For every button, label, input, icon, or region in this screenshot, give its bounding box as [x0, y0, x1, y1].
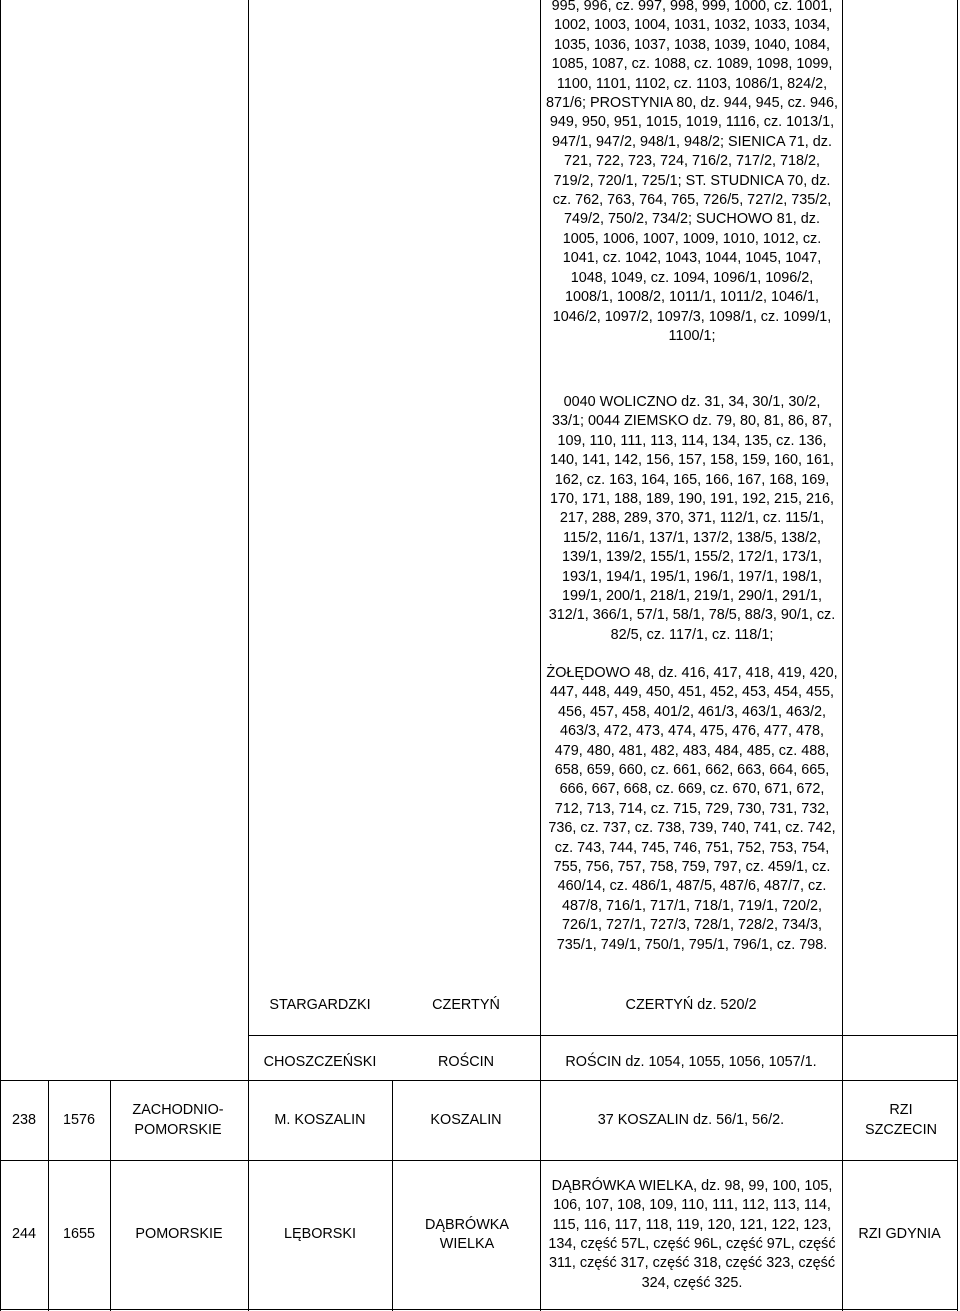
commune-cell: KOSZALIN: [430, 1111, 502, 1128]
column-divider-land: [842, 0, 843, 1311]
commune-cell: ROŚCIN: [438, 1054, 494, 1071]
table-border-bottom: [0, 1309, 958, 1310]
land-cell: 37 KOSZALIN dz. 56/1, 56/2.: [597, 1111, 785, 1128]
land-parcels-block: 0040 WOLICZNO dz. 31, 34, 30/1, 30/2, 33/1; 0044 ZIEMSKO dz. 79, 80, 81, 86, 87, 109, 110, 111, 113, 114, 134, 135, cz. 136, 140, 141, 142, 156, 157, 158, 159, 160, 161, 162, cz. 163, 164, 165, 166, 167, 168, 169, 170, 171, 188, 189, 190, 191, 192, 215, 216, 217, 288, 289, 370, 371, 112/1, cz. 115/1, 115/2, 116/1, 137/1, 137/2, 138/5, 138/2, 139/1, 139/2, 155/1, 155/2, 172/1, 173/1, 193/1, 194/1, 195/1, 196/1, 197/1, 198/1, 199/1, 200/1, 218/1, 219/1, 290/1, 291/1, 312/1, 366/1, 57/1, 58/1, 78/5, 88/3, 90/1, cz. 82/5, cz. 117/1, cz. 118/1;: [548, 394, 836, 643]
commune-cell: DĄBRÓWKA WIELKA: [425, 1216, 509, 1252]
county-cell: LĘBORSKI: [284, 1226, 356, 1243]
land-cell: DĄBRÓWKA WIELKA, dz. 98, 99, 100, 105, 106, 107, 108, 109, 110, 111, 112, 113, 114, 115, 116, 117, 118, 119, 120, 121, 122, 123, 134, część 57L, część 96L, część 97L, część 311, część 317, część 318, część 323, część 324, część 325.: [548, 1177, 836, 1291]
voivodeship-cell: ZACHODNIO-POMORSKIE: [132, 1102, 224, 1138]
row-divider: [248, 1035, 958, 1036]
code-cell: 1576: [62, 1111, 95, 1128]
land-parcels-block: 995, 996, cz. 997, 998, 999, 1000, cz. 1001, 1002, 1003, 1004, 1031, 1032, 1033, 1034, 1035, 1036, 1037, 1038, 1039, 1040, 1084, 1085, 1087, cz. 1088, cz. 1089, 1098, 1099, 1100, 1101, 1102, cz. 1103, 1086/1, 824/2, 871/6; PROSTYNIA 80, dz. 944, 945, cz. 946, 949, 950, 951, 1015, 1019, 1116, cz. 1013/1, 947/1, 947/2, 948/1, 948/2; SIENICA 71, dz. 721, 722, 723, 724, 716/2, 717/2, 718/2, 719/2, 720/1, 725/1; ST. STUDNICA 70, dz. cz. 762, 763, 764, 765, 726/5, 727/2, 735/2, 749/2, 750/2, 734/2; SUCHOWO 81, dz. 1005, 1006, 1007, 1009, 1010, 1012, cz. 1041, cz. 1042, 1043, 1044, 1045, 1047, 1048, 1049, cz. 1094, 1096/1, 1096/2, 1008/1, 1008/2, 1011/1, 1011/2, 1046/1, 1046/2, 1097/2, 1097/3, 1098/1, cz. 1099/1, 1100/1;: [546, 0, 838, 344]
code-cell: 1655: [62, 1226, 95, 1243]
rzi-cell: RZI GDYNIA: [858, 1226, 941, 1243]
commune-cell: CZERTYŃ: [432, 997, 500, 1014]
county-cell: CHOSZCZEŃSKI: [263, 1054, 377, 1071]
rzi-cell: RZI SZCZECIN: [865, 1102, 937, 1138]
lp-cell: 238: [11, 1111, 36, 1128]
voivodeship-cell: POMORSKIE: [135, 1226, 223, 1243]
land-cell: ROŚCIN dz. 1054, 1055, 1056, 1057/1.: [565, 1054, 817, 1071]
lp-cell: 244: [11, 1226, 36, 1243]
land-cell: CZERTYŃ dz. 520/2: [625, 997, 757, 1014]
table-border-right: [957, 0, 958, 1311]
county-cell: M. KOSZALIN: [274, 1111, 366, 1128]
county-cell: STARGARDZKI: [269, 997, 371, 1014]
land-parcels-block: ŻOŁĘDOWO 48, dz. 416, 417, 418, 419, 420, 447, 448, 449, 450, 451, 452, 453, 454, 455, 456, 457, 458, 401/2, 461/3, 463/1, 463/2, 463/3, 472, 473, 474, 475, 476, 477, 478, 479, 480, 481, 482, 483, 484, 485, cz. 488, 658, 659, 660, cz. 661, 662, 663, 664, 665, 666, 667, 668, cz. 669, cz. 670, 671, 672, 712, 713, 714, cz. 715, 729, 730, 731, 732, 736, cz. 737, cz. 738, 739, 740, 741, cz. 742, cz. 743, 744, 745, 746, 751, 752, 753, 754, 755, 756, 757, 758, 759, 797, cz. 459/1, cz. 460/14, cz. 486/1, 487/5, 487/6, 487/7, cz. 487/8, 716/1, 717/1, 718/1, 719/1, 720/2, 726/1, 727/1, 727/3, 728/1, 728/2, 734/3, 735/1, 749/1, 750/1, 795/1, 796/1, cz. 798.: [546, 665, 838, 953]
